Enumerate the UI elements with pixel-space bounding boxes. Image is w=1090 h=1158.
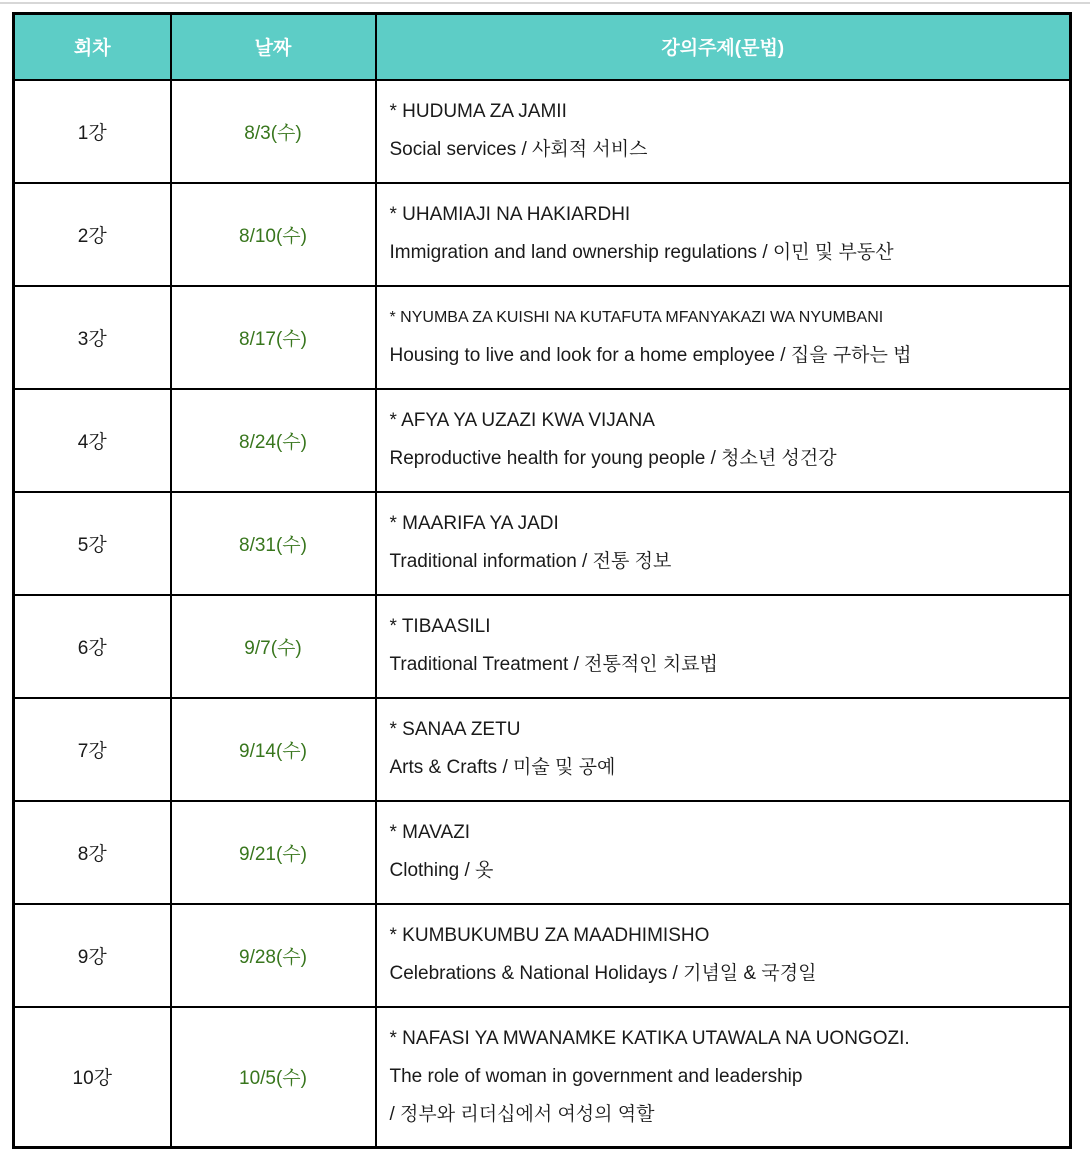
topic-desc: Clothing / 옷 — [389, 860, 494, 881]
topic-title: * MAARIFA YA JADI — [389, 513, 559, 534]
topic-title: * NYUMBA ZA KUISHI NA KUTAFUTA MFANYAKAZI WA NYUMBANI — [389, 309, 884, 326]
topic-title: * TIBAASILI — [389, 616, 491, 637]
session-cell: 1강 — [14, 80, 171, 183]
table-body — [14, 80, 1071, 1148]
top-divider — [0, 2, 1090, 4]
topic-desc: Reproductive health for young people / 청소년 성건강 — [389, 448, 837, 469]
table-row — [14, 1007, 1071, 1148]
topic-cell — [376, 1007, 1071, 1148]
topic-cell — [376, 492, 1071, 595]
session-cell: 4강 — [14, 389, 171, 492]
topic-cell — [376, 183, 1071, 286]
topic-cell — [376, 904, 1071, 1007]
topic-desc: Celebrations & National Holidays / 기념일 & 국경일 — [389, 963, 817, 984]
table-row — [14, 801, 1071, 904]
topic-title: * MAVAZI — [389, 822, 471, 843]
topic-cell — [376, 286, 1071, 389]
session-cell: 6강 — [14, 595, 171, 698]
topic-cell — [376, 389, 1071, 492]
topic-cell — [376, 80, 1071, 183]
table-row — [14, 389, 1071, 492]
table-row — [14, 80, 1071, 183]
topic-title: * SANAA ZETU — [389, 719, 521, 740]
table-row — [14, 698, 1071, 801]
topic-title: * KUMBUKUMBU ZA MAADHIMISHO — [389, 925, 710, 946]
topic-desc-2: / 정부와 리더십에서 여성의 역할 — [389, 1103, 655, 1125]
table-row — [14, 904, 1071, 1007]
date-cell: 10/5(수) — [171, 1007, 376, 1148]
topic-desc: Traditional information / 전통 정보 — [389, 551, 672, 572]
topic-title: * NAFASI YA MWANAMKE KATIKA UTAWALA NA UONGOZI. — [389, 1027, 910, 1049]
table-row — [14, 286, 1071, 389]
date-cell: 8/24(수) — [171, 389, 376, 492]
header-session: 회차 — [14, 14, 171, 80]
topic-desc: The role of woman in government and leadership — [389, 1065, 803, 1087]
topic-cell — [376, 595, 1071, 698]
date-cell: 8/17(수) — [171, 286, 376, 389]
table-row — [14, 492, 1071, 595]
date-cell: 9/14(수) — [171, 698, 376, 801]
topic-desc: Arts & Crafts / 미술 및 공예 — [389, 757, 616, 778]
topic-cell — [376, 698, 1071, 801]
topic-desc: Immigration and land ownership regulations / 이민 및 부동산 — [389, 242, 894, 263]
topic-desc: Traditional Treatment / 전통적인 치료법 — [389, 654, 718, 675]
session-cell: 9강 — [14, 904, 171, 1007]
topic-title: * UHAMIAJI NA HAKIARDHI — [389, 204, 631, 225]
session-cell: 7강 — [14, 698, 171, 801]
session-cell: 5강 — [14, 492, 171, 595]
table-row — [14, 183, 1071, 286]
date-cell: 9/28(수) — [171, 904, 376, 1007]
session-cell: 10강 — [14, 1007, 171, 1148]
topic-cell — [376, 801, 1071, 904]
header-date: 날짜 — [171, 14, 376, 80]
date-cell: 9/21(수) — [171, 801, 376, 904]
topic-title: * HUDUMA ZA JAMII — [389, 101, 567, 122]
date-cell: 8/31(수) — [171, 492, 376, 595]
session-cell: 8강 — [14, 801, 171, 904]
date-cell: 8/3(수) — [171, 80, 376, 183]
session-cell: 3강 — [14, 286, 171, 389]
topic-title: * AFYA YA UZAZI KWA VIJANA — [389, 410, 655, 431]
topic-desc: Housing to live and look for a home employee / 집을 구하는 법 — [389, 345, 912, 366]
table-row — [14, 595, 1071, 698]
topic-desc: Social services / 사회적 서비스 — [389, 139, 648, 160]
header-row — [14, 14, 1071, 80]
lecture-schedule-table — [12, 12, 1072, 1149]
header-topic: 강의주제(문법) — [376, 14, 1071, 80]
date-cell: 9/7(수) — [171, 595, 376, 698]
session-cell: 2강 — [14, 183, 171, 286]
date-cell: 8/10(수) — [171, 183, 376, 286]
